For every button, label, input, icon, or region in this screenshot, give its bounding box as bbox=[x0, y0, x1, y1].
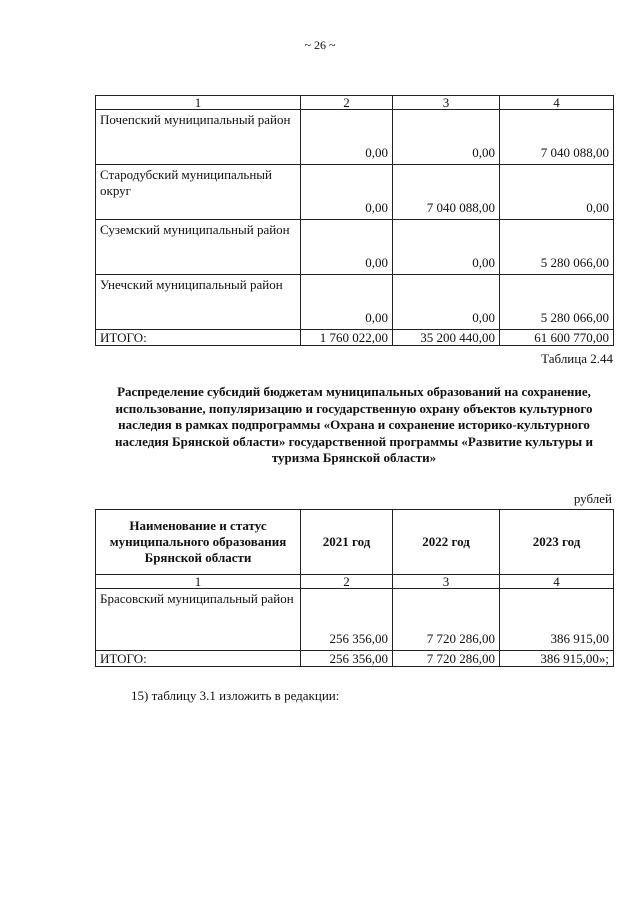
municipality-name: Брасовский муниципальный район bbox=[96, 589, 301, 651]
total-2022: 7 720 286,00 bbox=[393, 651, 500, 667]
total-2021: 1 760 022,00 bbox=[301, 330, 393, 346]
value-2022: 0,00 bbox=[393, 220, 500, 275]
value-2022: 0,00 bbox=[393, 275, 500, 330]
value-2022: 7 720 286,00 bbox=[393, 589, 500, 651]
column-number: 4 bbox=[500, 575, 614, 589]
column-number: 2 bbox=[301, 575, 393, 589]
column-number: 3 bbox=[393, 96, 500, 110]
total-2023: 61 600 770,00 bbox=[500, 330, 614, 346]
column-number: 3 bbox=[393, 575, 500, 589]
column-number-row bbox=[96, 575, 614, 589]
page-number: ~ 26 ~ bbox=[304, 38, 336, 52]
column-number: 4 bbox=[500, 96, 614, 110]
total-label: ИТОГО: bbox=[96, 651, 301, 667]
value-2021: 0,00 bbox=[301, 165, 393, 220]
total-row bbox=[96, 330, 614, 346]
value-2022: 7 040 088,00 bbox=[393, 165, 500, 220]
header-row bbox=[96, 510, 614, 575]
value-2023: 5 280 066,00 bbox=[500, 220, 614, 275]
table-label: Таблица 2.44 bbox=[541, 351, 613, 366]
value-2022: 0,00 bbox=[393, 110, 500, 165]
cultural-heritage-subsidy-table bbox=[95, 509, 614, 667]
municipal-subsidy-table-continued bbox=[95, 95, 614, 346]
header-2022: 2022 год bbox=[393, 510, 500, 575]
unit-label: рублей bbox=[573, 491, 612, 506]
column-number: 2 bbox=[301, 96, 393, 110]
table-row bbox=[96, 110, 614, 165]
column-number-row bbox=[96, 96, 614, 110]
table-row bbox=[96, 165, 614, 220]
value-2021: 0,00 bbox=[301, 275, 393, 330]
column-number: 1 bbox=[96, 575, 301, 589]
header-2021: 2021 год bbox=[301, 510, 393, 575]
table-row bbox=[96, 220, 614, 275]
total-2022: 35 200 440,00 bbox=[393, 330, 500, 346]
total-label: ИТОГО: bbox=[96, 330, 301, 346]
value-2023: 386 915,00 bbox=[500, 589, 614, 651]
amendment-paragraph: 15) таблицу 3.1 изложить в редакции: bbox=[131, 688, 340, 703]
header-2023: 2023 год bbox=[500, 510, 614, 575]
value-2021: 256 356,00 bbox=[301, 589, 393, 651]
value-2023: 5 280 066,00 bbox=[500, 275, 614, 330]
total-2021: 256 356,00 bbox=[301, 651, 393, 667]
municipality-name: Почепский муниципальный район bbox=[96, 110, 301, 165]
value-2023: 0,00 bbox=[500, 165, 614, 220]
table-row bbox=[96, 275, 614, 330]
header-name-status: Наименование и статус муниципального образования Брянской области bbox=[96, 510, 301, 575]
municipality-name: Унечский муниципальный район bbox=[96, 275, 301, 330]
value-2023: 7 040 088,00 bbox=[500, 110, 614, 165]
table-title: Распределение субсидий бюджетам муниципальных образований на сохранение, использование, популяризацию и государственную охрану объектов культурного наследия в рамках подпрограммы «Охрана и сохранение историко-культурного наследия Брянской области» государственной программы «Развитие культуры и туризма Брянской области» bbox=[115, 384, 593, 465]
value-2021: 0,00 bbox=[301, 110, 393, 165]
total-2023: 386 915,00»; bbox=[500, 651, 614, 667]
value-2021: 0,00 bbox=[301, 220, 393, 275]
column-number: 1 bbox=[96, 96, 301, 110]
table-row bbox=[96, 589, 614, 651]
municipality-name: Суземский муниципальный район bbox=[96, 220, 301, 275]
total-row bbox=[96, 651, 614, 667]
municipality-name: Стародубский муниципальный округ bbox=[96, 165, 301, 220]
